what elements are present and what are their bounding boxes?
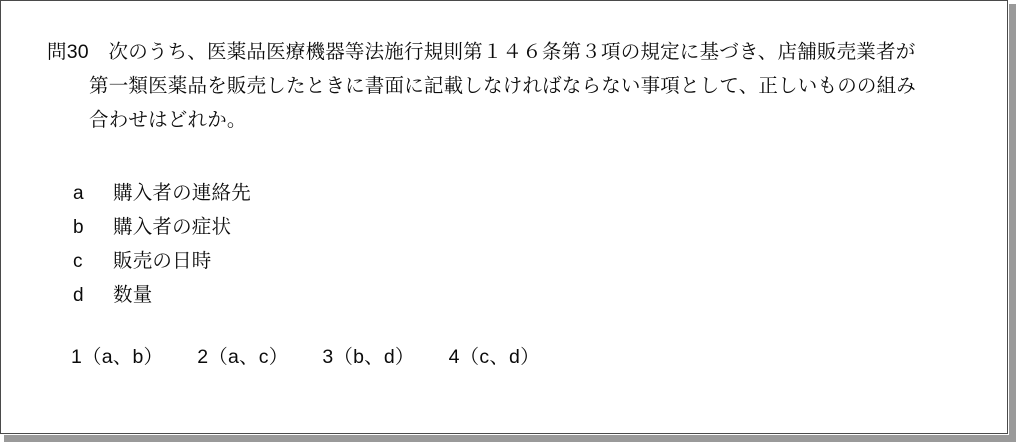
question-line-1: 問30 次のうち、医薬品医療機器等法施行規則第１４６条第３項の規定に基づき、店舗販売業者が bbox=[47, 41, 916, 63]
choice-label-b: b bbox=[73, 217, 84, 238]
answer-option-3: 3（b、d） bbox=[322, 346, 415, 368]
choice-label-d: d bbox=[73, 285, 84, 306]
choice-text-c: 販売の日時 bbox=[113, 250, 212, 272]
answer-options-row bbox=[71, 341, 540, 369]
choice-text-a: 購入者の連絡先 bbox=[113, 182, 251, 204]
answer-option-1: 1（a、b） bbox=[71, 346, 164, 368]
window-shadow-right bbox=[1009, 4, 1016, 442]
list-item bbox=[73, 245, 251, 279]
list-item bbox=[73, 279, 251, 313]
list-item bbox=[73, 177, 251, 211]
choice-label-c: c bbox=[73, 251, 83, 272]
question-block bbox=[47, 35, 967, 137]
window-shadow-bottom bbox=[4, 435, 1016, 442]
question-line-3: 合わせはどれか。 bbox=[89, 109, 247, 131]
document-content bbox=[1, 1, 1007, 433]
answer-option-4: 4（c、d） bbox=[448, 346, 540, 368]
choice-text-d: 数量 bbox=[113, 284, 153, 306]
list-item bbox=[73, 211, 251, 245]
choice-text-b: 購入者の症状 bbox=[113, 216, 232, 238]
answer-option-2: 2（a、c） bbox=[197, 346, 289, 368]
choice-list bbox=[73, 177, 251, 313]
question-line-2: 第一類医薬品を販売したときに書面に記載しなければならない事項として、正しいものの組み bbox=[89, 75, 917, 97]
choice-label-a: a bbox=[73, 183, 84, 204]
